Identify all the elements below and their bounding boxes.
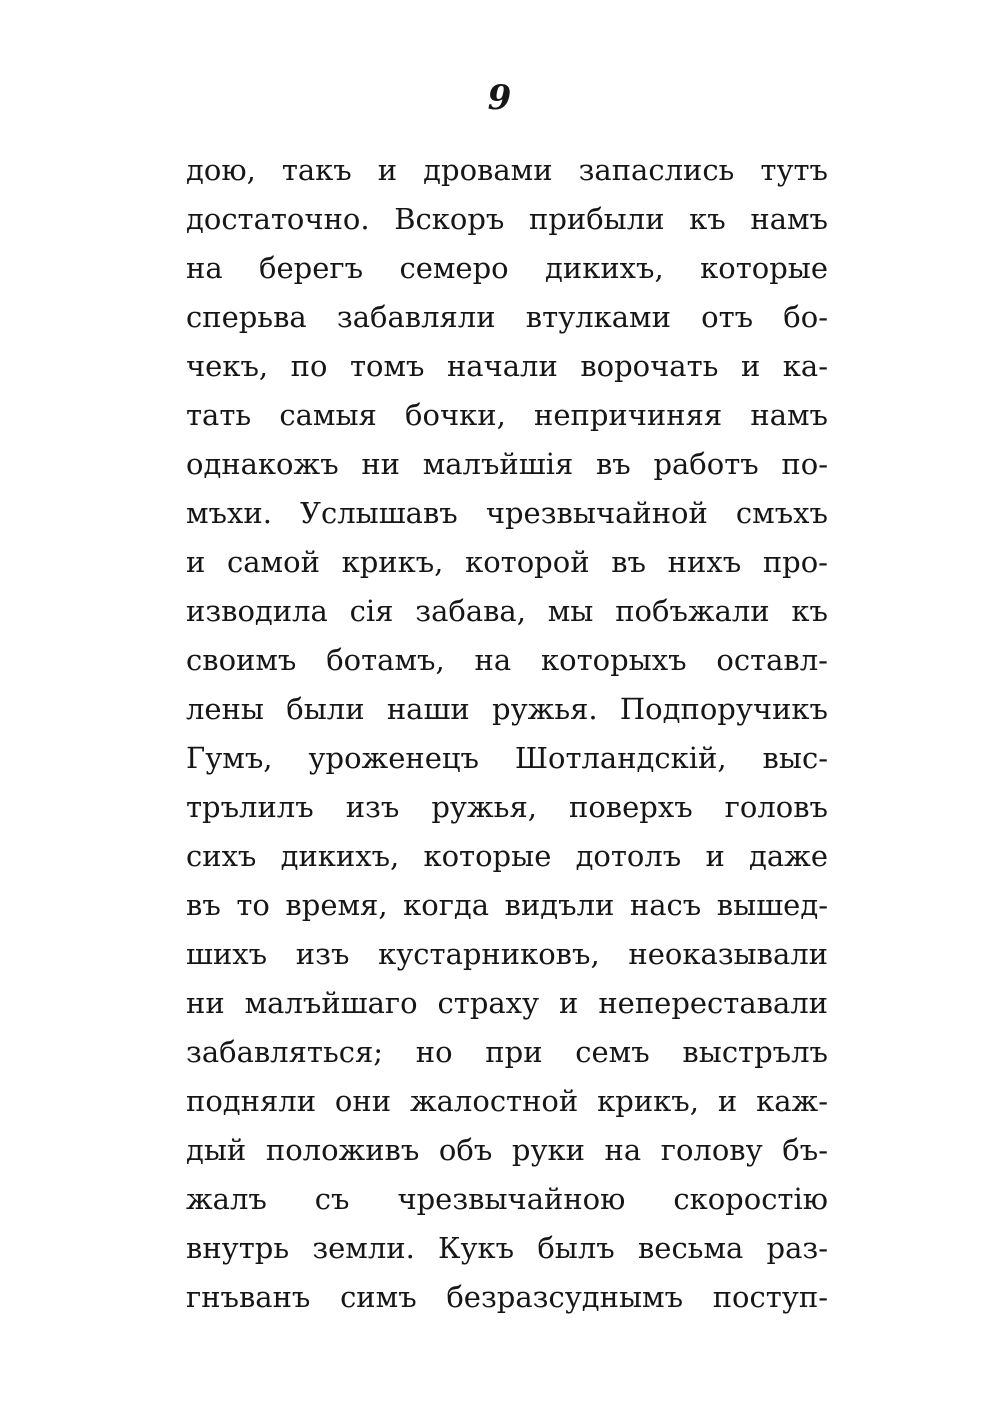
text-line: дою, такъ и дровами запаслись тутъ — [186, 153, 828, 187]
text-line: мъхи. Услышавъ чрезвычайной смъхъ — [186, 496, 828, 530]
text-line: шихъ изъ кустарниковъ, неоказывали — [186, 937, 828, 971]
text-line: забавляться; но при семъ выстрълъ — [186, 1035, 828, 1069]
body-text — [186, 146, 828, 1322]
text-line: внутрь земли. Кукъ былъ весьма раз- — [186, 1231, 828, 1265]
text-line: достаточно. Вскоръ прибыли къ намъ — [186, 202, 828, 236]
text-line: подняли они жалостной крикъ, и каж- — [186, 1084, 828, 1118]
text-line: ни малъйшаго страху и непереставали — [186, 986, 828, 1020]
text-line: гнъванъ симъ безразсуднымъ поступ- — [186, 1280, 828, 1314]
text-line: дый положивъ объ руки на голову бъ- — [186, 1133, 828, 1167]
text-line: сперьва забавляли втулками отъ бо- — [186, 300, 828, 334]
page-number: 9 — [487, 78, 513, 118]
text-line: на берегъ семеро дикихъ, которые — [186, 251, 828, 285]
text-line: жалъ съ чрезвычайною скоростію — [186, 1182, 828, 1216]
text-line: Гумъ, уроженецъ Шотландскій, выс- — [186, 741, 828, 775]
text-line: однакожъ ни малъйшія въ работъ по- — [186, 447, 828, 481]
text-line: чекъ, по томъ начали ворочать и ка- — [186, 349, 828, 383]
text-line: въ то время, когда видъли насъ вышед- — [186, 888, 828, 922]
text-line: тать самыя бочки, непричиняя намъ — [186, 398, 828, 432]
text-line: сихъ дикихъ, которые дотолъ и даже — [186, 839, 828, 873]
text-line: своимъ ботамъ, на которыхъ оставл- — [186, 643, 828, 677]
text-line: лены были наши ружья. Подпоручикъ — [186, 692, 828, 726]
text-line: и самой крикъ, которой въ нихъ про- — [186, 545, 828, 579]
text-line: изводила сія забава, мы побъжали къ — [186, 594, 828, 628]
text-line: трълилъ изъ ружья, поверхъ головъ — [186, 790, 828, 824]
